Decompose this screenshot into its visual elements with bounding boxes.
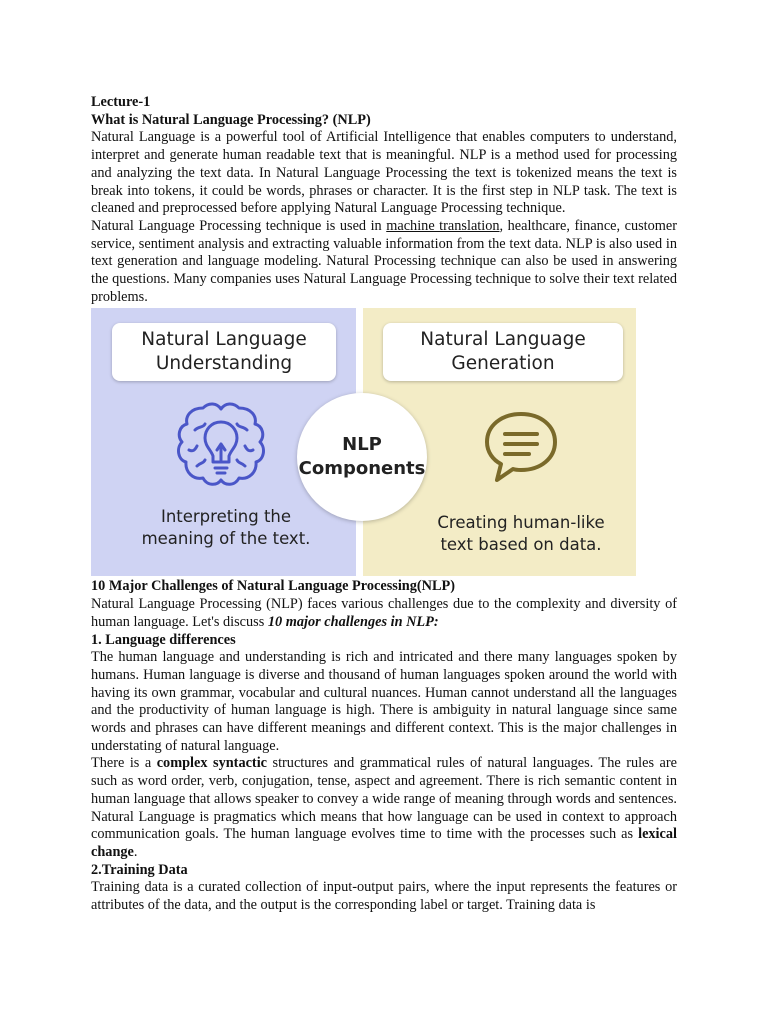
nlu-title-box	[112, 323, 336, 381]
s1-p2-text-c: .	[133, 843, 138, 860]
challenges-intro-emphasis: 10 major challenges in NLP:	[267, 613, 439, 630]
nlp-label: NLP	[342, 434, 382, 456]
nlu-title-line-1: Natural Language	[141, 329, 307, 351]
intro-p2-text-b: , healthcare, finance, customer service, sentiment analysis and extracting valuable information from the text data. NLP is also used in text generation and language modeling. Natural Processing technique can also be used in answering the questions. Many companies uses Natural Language Processing technique to solve their text related problems.	[91, 217, 678, 305]
complex-syntactic-term: complex syntactic	[156, 755, 268, 772]
section-1-paragraph-2	[91, 755, 677, 861]
document-page	[91, 94, 677, 915]
machine-translation-link[interactable]: machine translation	[386, 217, 500, 234]
challenges-heading: 10 Major Challenges of Natural Language Processing(NLP)	[91, 578, 456, 595]
nlp-components-circle	[297, 393, 427, 521]
section-2-heading: 2.Training Data	[91, 861, 188, 878]
s1-p2-text-a: There is a	[91, 755, 157, 772]
intro-p2-text-a: Natural Language Processing technique is used in	[91, 217, 387, 234]
challenges-intro-text: Natural Language Processing (NLP) faces various challenges due to the complexity and diversity of human language. Let's discuss	[91, 596, 677, 630]
s1-p2-text-b: structures and grammatical rules of natural languages. The rules are such as word order, verb, conjugation, tense, aspect and agreement. There is rich semantic content in human language that allows speaker to convey a wide range of meaning through words and sentences. Natural Language is pragmatics which means that how language can be used in context to approach communication goals. The human language evolves time to time with the processes such as	[91, 755, 677, 843]
lexical-change-term: lexical change	[91, 826, 677, 860]
nlu-title-line-2: Understanding	[155, 353, 293, 375]
nlg-caption-line-1: Creating human-like	[437, 513, 605, 533]
intro-paragraph-1: Natural Language is a powerful tool of Artificial Intelligence that enables computers to understand, interpret and generate human readable text that is meaningful. NLP is a method used for processing and analyzing the text data. In Natural Language Processing the text is tokenized means the text is break into tokens, it could be words, phrases or character. It is the first step in NLP task. The text is cleaned and preprocessed before applying Natural Language Processing technique.	[91, 129, 677, 217]
nlu-caption-line-1: Interpreting the	[160, 507, 292, 527]
intro-paragraph-2	[91, 218, 677, 307]
components-label: Components	[298, 458, 426, 480]
nlg-title-line-2: Generation	[451, 353, 555, 375]
speech-bubble-icon	[481, 408, 561, 486]
nlu-caption-line-2: meaning of the text.	[141, 529, 311, 549]
nlp-components-figure	[91, 308, 636, 576]
section-1-heading: 1. Language differences	[91, 631, 236, 648]
challenges-intro	[91, 596, 677, 631]
lecture-label: Lecture-1	[91, 94, 151, 110]
page-title: What is Natural Language Processing? (NLP)	[91, 111, 371, 128]
nlg-title-box	[383, 323, 623, 381]
section-2-paragraph-1: Training data is a curated collection of input-output pairs, where the input represents the features or attributes of the data, and the output is the corresponding label or target. Training data is	[91, 879, 677, 914]
brain-lightbulb-icon	[173, 400, 269, 492]
section-1-paragraph-1: The human language and understanding is rich and intricated and there many languages spoken by humans. Human language is diverse and thousand of human languages spoken around the world with having its own grammar, vocabular and cultural nuances. Human cannot understand all the languages and the productivity of human language is high. There is ambiguity in natural language since same words and phrases can have different meanings and different context. This is the major challenges in understating of natural language.	[91, 649, 677, 754]
nlu-caption	[111, 506, 341, 550]
nlg-title-line-1: Natural Language	[420, 329, 586, 351]
nlg-caption	[421, 512, 621, 556]
nlg-caption-line-2: text based on data.	[440, 535, 602, 555]
